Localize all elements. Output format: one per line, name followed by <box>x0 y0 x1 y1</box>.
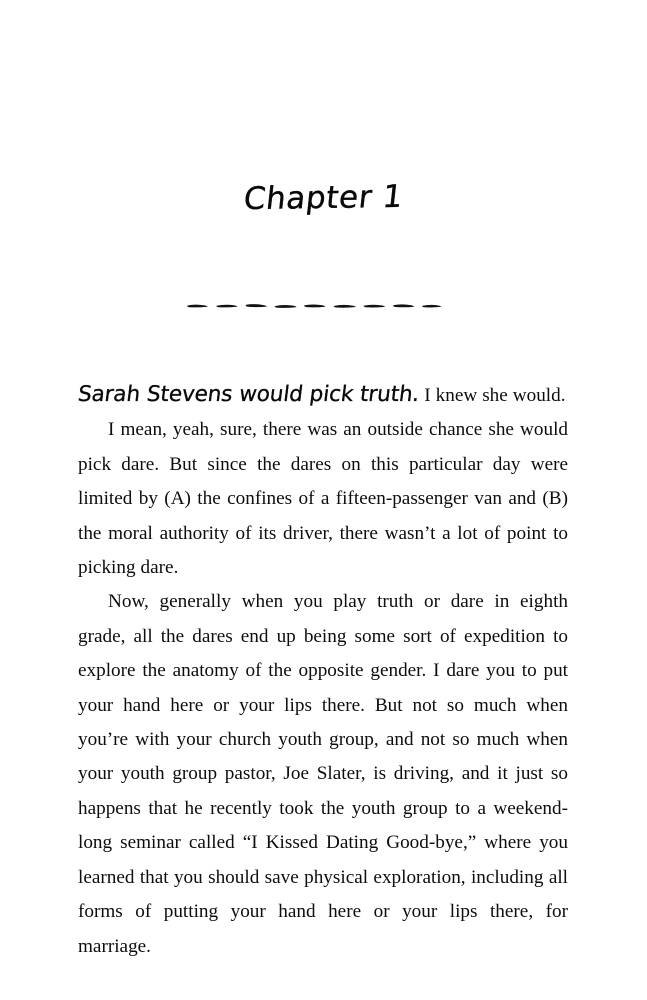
chapter-title: Chapter 1 <box>241 178 406 218</box>
chapter-heading <box>0 178 647 218</box>
run-in-opening-phrase: Sarah Stevens would pick truth. <box>76 382 421 407</box>
body-text-block <box>78 378 568 964</box>
paragraph-opening-text: I knew she would. <box>424 385 566 406</box>
paragraph-three: Now, generally when you play truth or dare in eighth grade, all the dares end up being some sort of expedition to explore the anatomy of the opposite gender. I dare you to put your hand here or your lips there. But not so much when you’re with your church youth group, and not so much when your youth group pastor, Joe Slater, is driving, and it just so happens that he recently took the youth group to a weekend-long seminar called “I Kissed Dating Good-bye,” where you learned that you should save physical exploration, including all forms of putting your hand here or your lips there, for marriage. <box>78 591 568 957</box>
paragraph-two: I mean, yeah, sure, there was an outside chance she would pick dare. But since the dares on this particular day were limited by (A) the confines of a fifteen-passenger van and (B) the moral authority of its driver, there wasn’t a lot of point to picking dare. <box>78 419 568 579</box>
chapter-divider-ornament <box>186 298 442 314</box>
paragraph-opening <box>78 378 568 413</box>
dashed-rule-icon <box>186 298 442 314</box>
